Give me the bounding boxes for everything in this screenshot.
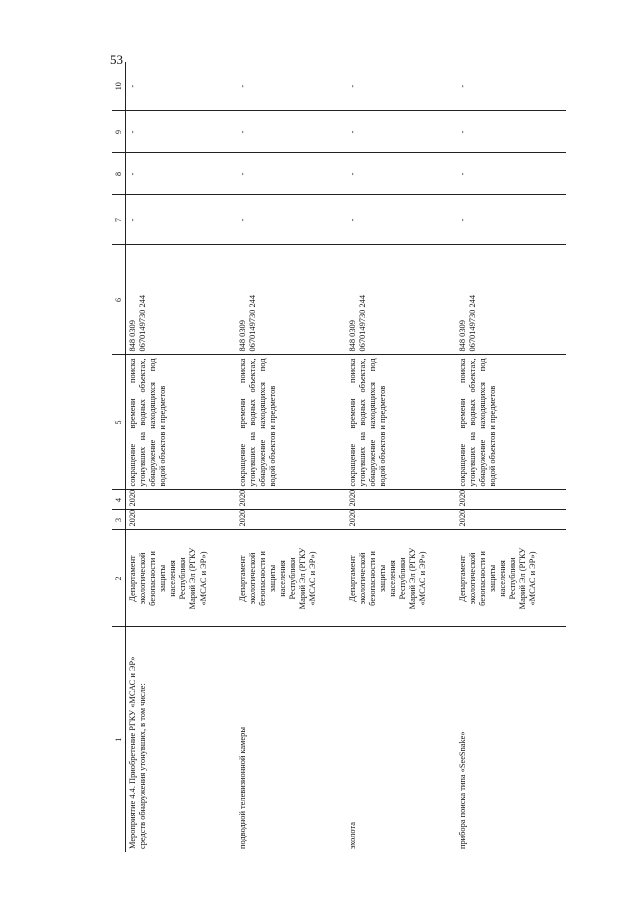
rotated-table-container [112, 62, 594, 852]
value-col-9: - [236, 111, 346, 153]
value-col-8: - [236, 153, 346, 195]
header-row [112, 62, 126, 852]
budget-code: 848 0309 0670149730 244 [236, 245, 346, 355]
value-col-8: - [126, 153, 236, 195]
end-year: 2020 [456, 490, 566, 510]
responsible-executor: Департамент экологической безопасности и защиты населения Республики Марий Эл (РГКУ «МСАС и ЭР») [236, 530, 346, 627]
measure-name: эхолота [347, 822, 357, 849]
value-col-10: - [236, 62, 346, 111]
value-col-10: - [126, 62, 236, 111]
measure-name: подводной телевизионной камеры [237, 727, 247, 849]
expected-result: сокращение времени поиска утонувших на водных объектах, обнаружение находящихся под водой объектов и предметов [236, 355, 346, 490]
start-year: 2020 [456, 510, 566, 530]
value-col-7: - [126, 195, 236, 245]
expected-result: сокращение времени поиска утонувших на водных объектах, обнаружение находящихся под водой объектов и предметов [456, 355, 566, 490]
start-year: 2020 [126, 510, 236, 530]
value-col-9: - [456, 111, 566, 153]
header-col-8: 8 [112, 153, 126, 195]
end-year: 2020 [236, 490, 346, 510]
value-col-10: - [456, 62, 566, 111]
header-col-7: 7 [112, 195, 126, 245]
header-col-1: 1 [112, 627, 126, 852]
table-row [346, 62, 456, 852]
start-year: 2020 [346, 510, 456, 530]
measure-name: прибора поиска типа «SeeSnake» [457, 731, 467, 849]
responsible-executor: Департамент экологической безопасности и защиты населения Республики Марий Эл (РГКУ «МСАС и ЭР») [346, 530, 456, 627]
value-col-7: - [346, 195, 456, 245]
header-col-10: 10 [112, 62, 126, 111]
header-col-9: 9 [112, 111, 126, 153]
responsible-executor: Департамент экологической безопасности и защиты населения Республики Марий Эл (РГКУ «МСАС и ЭР») [456, 530, 566, 627]
header-col-6: 6 [112, 245, 126, 355]
expected-result: сокращение времени поиска утонувших на водных объектах, обнаружение находящихся под водой объектов и предметов [346, 355, 456, 490]
measure-name: Мероприятие 4.4. Приобретение РГКУ «МСАС и ЭР» средств обнаружения утонувших, в том числе: [128, 656, 148, 849]
value-col-9: - [126, 111, 236, 153]
value-col-7: - [236, 195, 346, 245]
program-table [112, 62, 566, 852]
expected-result: сокращение времени поиска утонувших на водных объектах, обнаружение находящихся под водой объектов и предметов [126, 355, 236, 490]
budget-code: 848 0309 0670149730 244 [456, 245, 566, 355]
header-col-3: 3 [112, 510, 126, 530]
start-year: 2020 [236, 510, 346, 530]
table-row [126, 62, 236, 852]
value-col-9: - [346, 111, 456, 153]
header-col-4: 4 [112, 490, 126, 510]
responsible-executor: Департамент экологической безопасности и защиты населения Республики Марий Эл (РГКУ «МСАС и ЭР») [126, 530, 236, 627]
value-col-7: - [456, 195, 566, 245]
end-year: 2020 [346, 490, 456, 510]
budget-code: 848 0309 0670149730 244 [126, 245, 236, 355]
header-col-2: 2 [112, 530, 126, 627]
value-col-10: - [346, 62, 456, 111]
table-row [456, 62, 566, 852]
header-col-5: 5 [112, 355, 126, 490]
budget-code: 848 0309 0670149730 244 [346, 245, 456, 355]
value-col-8: - [456, 153, 566, 195]
page-number: 53 [110, 52, 123, 67]
end-year: 2020 [126, 490, 236, 510]
value-col-8: - [346, 153, 456, 195]
table-row [236, 62, 346, 852]
